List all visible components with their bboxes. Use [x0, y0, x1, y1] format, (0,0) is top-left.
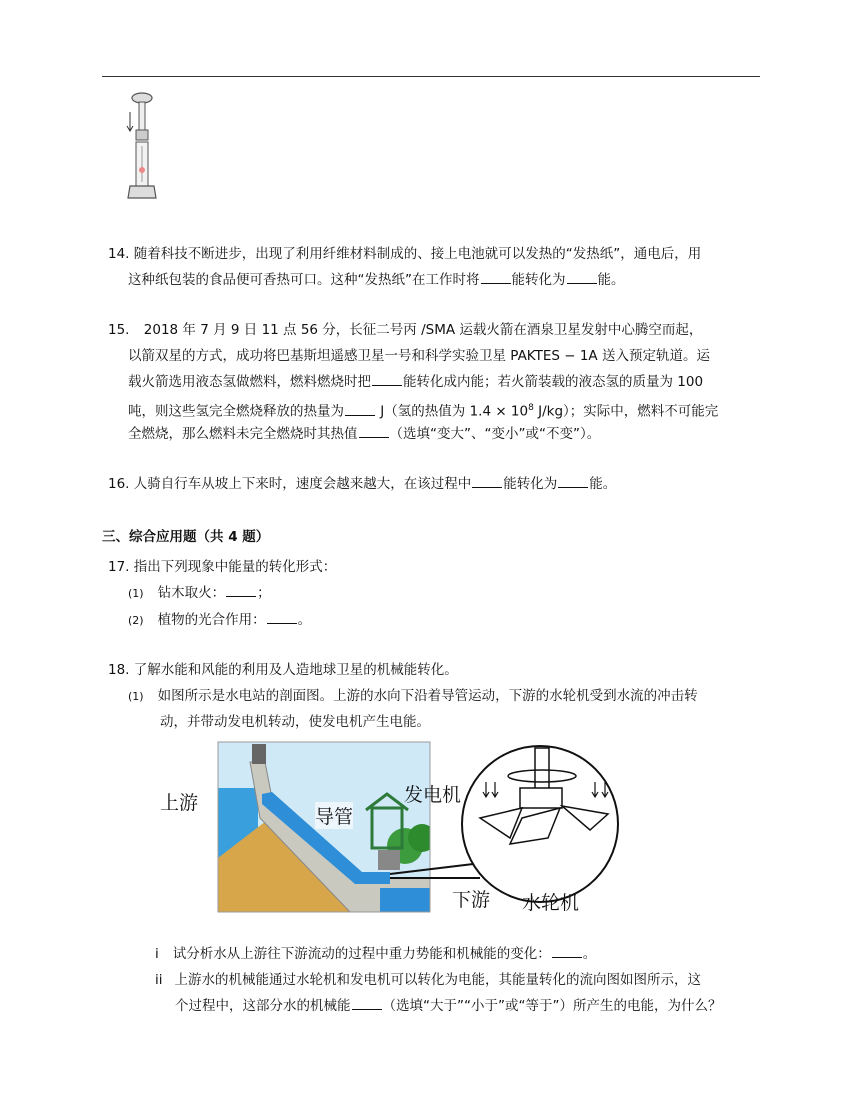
q18-sub-i — [155, 944, 596, 964]
q15-text1: 2018 年 7 月 9 日 11 点 56 分，长征二号丙 /SMA 运载火箭在酒泉卫星发射中心腾空而起， — [143, 322, 703, 338]
q18-stem — [108, 660, 458, 680]
q16-text1: 人骑自行车从坡上下来时，速度会越来越大，在该过程中 — [133, 476, 472, 492]
q18-ii-text2b: （选填“大于”“小于”或“等于”）所产生的电能，为什么？ — [382, 998, 722, 1014]
q15-text3a: 载火箭选用液态氢做燃料，燃料燃烧时把 — [128, 374, 371, 390]
q15-text3b: 能转化成内能；若火箭装载的液态氢的质量为 100 — [403, 374, 704, 390]
label-upstream: 上游 — [160, 792, 199, 814]
q18-text: 了解水能和风能的利用及人造地球卫星的机械能转化。 — [133, 662, 458, 678]
label-downstream: 下游 — [452, 889, 491, 911]
q15-text4c: J/kg）；实际中，燃料不可能完 — [533, 403, 719, 420]
q17-stem — [108, 557, 336, 577]
q17-number: 17. — [108, 559, 130, 575]
q18-ii-text1: 上游水的机械能通过水轮机和发电机可以转化为电能，其能量转化的流向图如图所示，这 — [174, 972, 702, 988]
q18-sub1-number: (1) — [128, 690, 144, 703]
q15-text5b: （选填“变大”、“变小”或“不变”）。 — [389, 426, 601, 442]
q16-text2: 能转化为 — [503, 476, 558, 492]
answer-blank[interactable] — [567, 271, 597, 284]
q18-i-text: 试分析水从上游往下游流动的过程中重力势能和机械能的变化： — [172, 946, 551, 962]
q14-text4: 能。 — [597, 272, 625, 288]
q14-line2 — [128, 270, 625, 290]
q15-text4a: 吨，则这些氢完全燃烧释放的热量为 — [128, 403, 344, 420]
q16-text3: 能。 — [589, 476, 617, 492]
q14-line1 — [108, 244, 701, 264]
q17-sub1-end: ； — [257, 585, 271, 601]
q14-text2: 这种纸包装的食品便可香热可口。这种“发热纸”在工作时将 — [128, 272, 480, 288]
answer-blank[interactable] — [481, 271, 511, 284]
answer-blank[interactable] — [359, 425, 389, 438]
q17-sub1-number: (1) — [128, 587, 144, 600]
q15-text5a: 全燃烧，那么燃料未完全燃烧时其热值 — [128, 426, 358, 442]
q18-i-number: i — [155, 946, 159, 962]
q18-sub1-line1 — [128, 686, 698, 707]
q18-sub1-text1: 如图所示是水电站的剖面图。上游的水向下沿着导管运动，下游的水轮机受到水流的冲击转 — [157, 688, 698, 704]
q18-i-end: 。 — [582, 946, 597, 962]
q14-number: 14. — [108, 246, 130, 262]
answer-blank[interactable] — [226, 584, 256, 597]
answer-blank[interactable] — [352, 997, 382, 1010]
label-generator: 发电机 — [404, 784, 462, 806]
q18-number: 18. — [108, 662, 130, 678]
q18-sub1-text2: 动，并带动发电机转动，使发电机产生电能。 — [160, 714, 430, 730]
answer-blank[interactable] — [558, 475, 588, 488]
q18-ii-text2a: 个过程中，这部分水的机械能 — [175, 998, 351, 1014]
q15-line3 — [128, 372, 703, 392]
q17-sub2-number: (2) — [128, 614, 144, 627]
q16-line — [108, 474, 616, 494]
q15-line4 — [128, 398, 718, 422]
q16-number: 16. — [108, 476, 130, 492]
answer-blank[interactable] — [552, 945, 582, 958]
q15-number: 15. — [108, 322, 130, 338]
q18-ii-number: ii — [155, 972, 163, 988]
q15-exponent: 8 — [528, 403, 534, 413]
q17-sub2-text: 植物的光合作用： — [157, 612, 266, 628]
section-title: 三、综合应用题（共 4 题） — [102, 529, 270, 545]
apparatus-figure — [122, 90, 162, 205]
q17-sub2-end: 。 — [297, 612, 312, 628]
q18-sub-ii-line1 — [155, 970, 701, 990]
q15-line2: 以箭双星的方式，成功将巴基斯坦遥感卫星一号和科学实验卫星 PAKTES − 1A 送入预定轨道。运 — [128, 348, 710, 364]
q18-sub-ii-line2 — [175, 996, 721, 1016]
q14-text1: 随着科技不断进步，出现了利用纤维材料制成的、接上电池就可以发热的“发热纸”，通电后，用 — [133, 246, 702, 262]
answer-blank[interactable] — [372, 373, 402, 386]
q15-line1 — [108, 320, 702, 340]
answer-blank[interactable] — [345, 403, 375, 416]
q17-sub2 — [128, 610, 311, 631]
header-rule — [102, 76, 760, 77]
label-turbine: 水轮机 — [522, 892, 580, 914]
q17-sub1-text: 钻木取火： — [157, 585, 226, 601]
q14-text3: 能转化为 — [511, 272, 566, 288]
q15-text4b: J（氢的热值为 1.4 × 10 — [376, 403, 529, 420]
q17-sub1 — [128, 583, 271, 604]
answer-blank[interactable] — [472, 475, 502, 488]
q17-text: 指出下列现象中能量的转化形式： — [133, 559, 337, 575]
q15-line5 — [128, 424, 600, 444]
label-pipe: 导管 — [315, 802, 353, 829]
answer-blank[interactable] — [267, 611, 297, 624]
